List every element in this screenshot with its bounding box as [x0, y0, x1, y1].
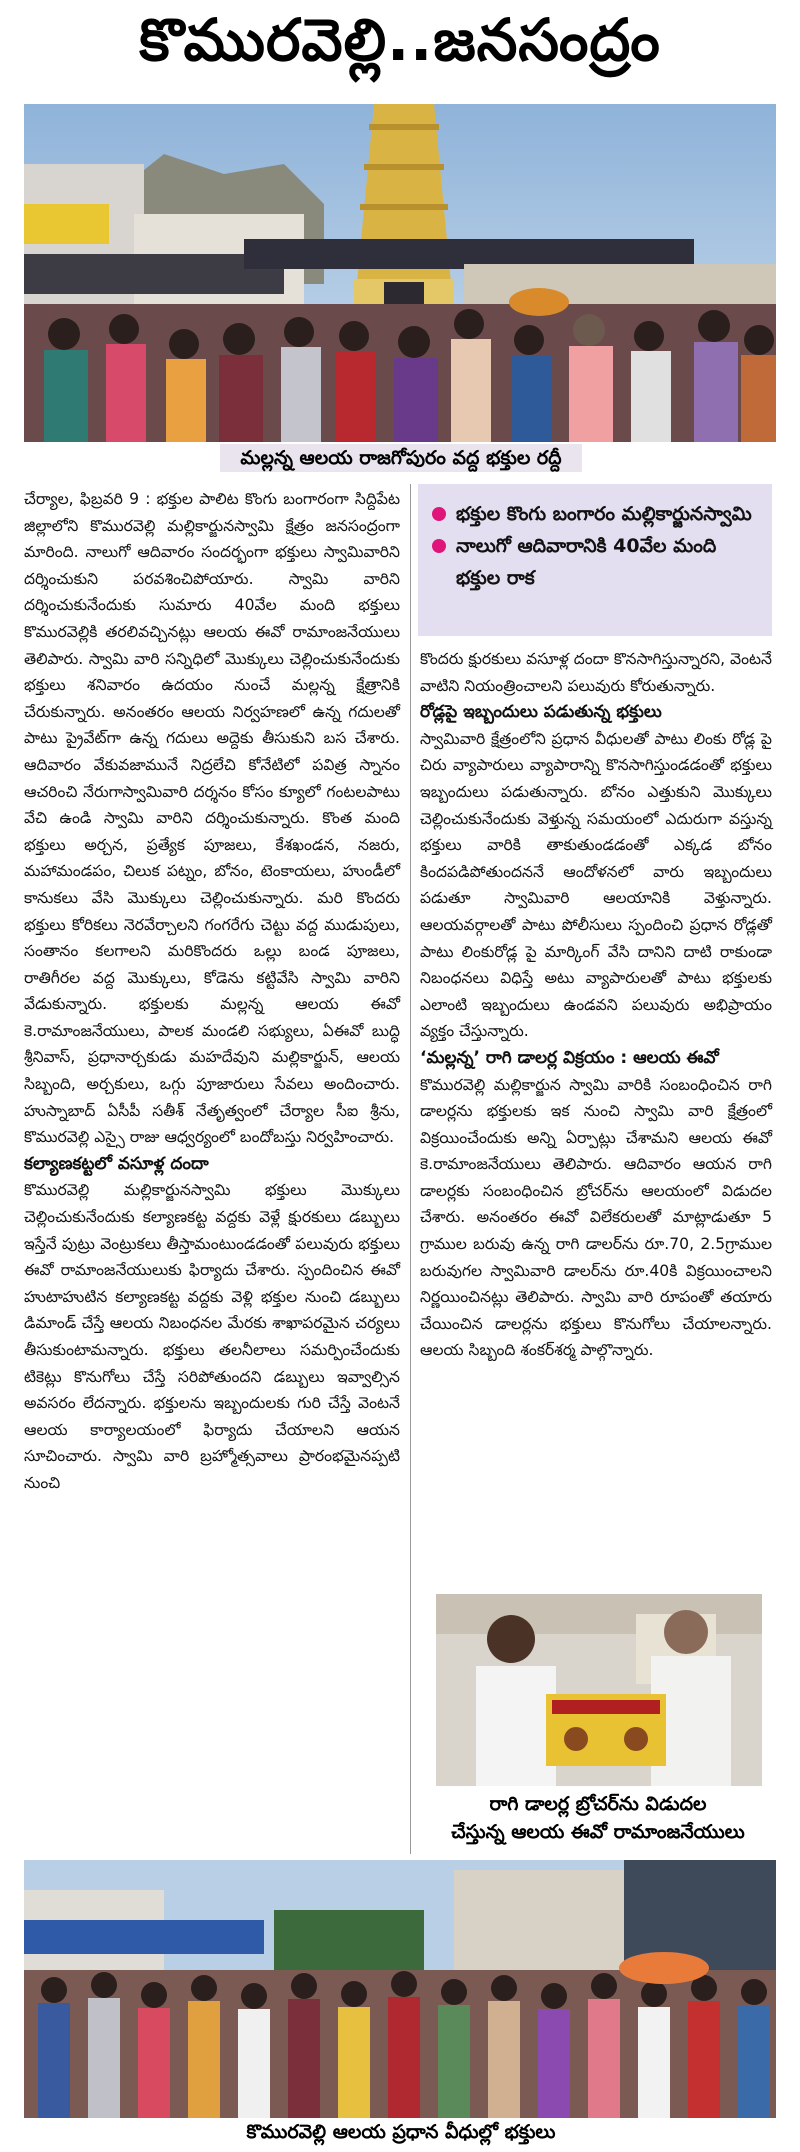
- article-paragraph: చేర్యాల, ఫిబ్రవరి 9 : భక్తుల పాలిట కొంగు బంగారంగా సిద్దిపేట జిల్లాలోని కొమురవెల్లి మల్లికార్జునస్వామి క్షేత్రం జనసంద్రంగా మారింది. నాలుగో ఆదివారం సందర్భంగా భక్తులు స్వామివారిని దర్శించుకుని పరవశించిపోయారు. స్వామి వారిని దర్శించుకునేందుకు సుమారు 40వేల మంది భక్తులు కొమురవెల్లికి తరలివచ్చినట్లు ఆలయ ఈవో రామాంజనేయులు తెలిపారు. స్వామి వారి సన్నిధిలో మొక్కులు చెల్లించుకునేందుకు భక్తులు శనివారం ఉదయం నుంచే మల్లన్న క్షేత్రానికి చేరుకున్నారు. అనంతరం ఆలయ నిర్వహణలో ఉన్న గదులతో పాటు ప్రైవేట్‌గా ఉన్న గదులు అద్దెకు తీసుకుని బస చేశారు. ఆదివారం వేకువజామునే నిద్రలేచి కోనేటిలో పవిత్ర స్నానం ఆచరించి నేరుగాస్వామివారి దర్శనం కోసం క్యూలో గంటలపాటు వేచి ఉండి స్వామి వారిని దర్శించుకున్నారు. కొంత మంది భక్తులు అర్చన, ప్రత్యేక పూజలు, కేశఖండన, నజరు, మహామండపం, చిలుక పట్నం, బోనం, టెంకాయలు, హుండీలో కానుకలు వేసి మొక్కులు చెల్లించుకున్నారు. మరి కొందరు భక్తులు కోరికలు నెరవేర్చాలని గంగరేగు చెట్టు వద్ద ముడుపులు, సంతానం కలగాలని మరికొందరు ఒల్లు బండ పూజలు, రాతిగీరల వద్ద మొక్కులు, కోడెను కట్టివేసి స్వామి వారిని వేడుకున్నారు. భక్తులకు మల్లన్న ఆలయ ఈవో కె.రామాంజనేయులు, పాలక మండలి సభ్యులు, ఏఈవో బుద్ధి శ్రీనివాస్, ప్రధానార్చకుడు మహదేవుని మల్లికార్జున్, ఆలయ సిబ్బంది, అర్చకులు, ఒగ్గు పూజారులు సేవలు అందించారు. హుస్నాబాద్ ఏసీపీ సతీశ్ నేతృత్వంలో చేర్యాల సీఐ శ్రీను, కొమురవెల్లి ఎస్సై రాజు ఆధ్వర్యంలో బందోబస్తు నిర్వహించారు.: [24, 490, 400, 1147]
- photo1-caption: మల్లన్న ఆలయ రాజగోపురం వద్ద భక్తుల రద్దీ: [220, 444, 582, 472]
- temple-streets-crowd-photo: [24, 1860, 776, 2118]
- photo2-caption-line: చేస్తున్న ఆలయ ఈవో రామాంజనేయులు: [451, 1821, 745, 1843]
- article-column-left: [24, 486, 400, 1497]
- article-paragraph: స్వామివారి క్షేత్రంలోని ప్రధాన వీధులతో పాటు లింకు రోడ్ల పై చిరు వ్యాపారులు వ్యాపారాన్ని కొనసాగిస్తుండడంతో భక్తులు ఇబ్బందులు పడుతున్నారు. బోనం ఎత్తుకుని మొక్కులు చెల్లించుకునేందుకు వెళ్తున్న సమయంలో ఎదురుగా వస్తున్న భక్తులు వారికి తాకుతుండడంతో ఎక్కడ బోనం కిందపడిపోతుందననే ఆందోళనలో వారు ఇబ్బందులు పడుతూ స్వామివారి ఆలయానికి వెళ్తున్నారు. ఆలయవర్గాలతో పాటు పోలీసులు స్పందించి ప్రధాన రోడ్లతో పాటు లింకురోడ్ల పై మార్కింగ్ వేసి దానిని దాటి రాకుండా నిబంధనలు విధిస్తే అటు వ్యాపారులతో పాటు భక్తులకు ఎలాంటి ఇబ్బందులు ఉండవని పలువురు అభిప్రాయం వ్యక్తం చేస్తున్నారు.: [420, 729, 772, 1041]
- subheading-dollars: ‘మల్లన్న’ రాగి డాలర్ల విక్రయం : ఆలయ ఈవో: [420, 1047, 719, 1068]
- article-column-right: [420, 646, 772, 1364]
- article-paragraph: కొమురవెల్లి మల్లికార్జున స్వామి వారికి సంబంధించిన రాగి డాలర్లను భక్తులకు ఇక నుంచి స్వామి వారి క్షేత్రంలో విక్రయించేందుకు అన్ని ఏర్పాట్లు చేశామని ఆలయ ఈవో కె.రామాంజనేయులు తెలిపారు. ఆదివారం ఆయన రాగి డాలర్లకు సంబంధించిన బ్రోచర్‌ను ఆలయంలో విడుదల చేశారు. అనంతరం ఈవో విలేకరులతో మాట్లాడుతూ 5 గ్రాముల బరువు ఉన్న రాగి డాలర్‌ను రూ.70, 2.5గ్రాముల బరువుగల స్వామివారి డాలర్‌ను రూ.40కి విక్రయించాలని నిర్ణయించినట్లు తెలిపారు. స్వామి వారి రూపంతో తయారు చేయించిన డాలర్లను భక్తులు కొనుగోలు చేయాలన్నారు. ఆలయ సిబ్బంది శంకర్‌శర్మ పాల్గొన్నారు.: [420, 1075, 772, 1360]
- highlight-box: [418, 484, 772, 636]
- photo3-caption: కొమురవెల్లి ఆలయ ప్రధాన వీధుల్లో భక్తులు: [246, 2121, 556, 2143]
- column-divider: [410, 484, 411, 1854]
- highlight-item: నాలుగో ఆదివారానికి 40వేల మంది భక్తుల రాక: [430, 530, 760, 594]
- article-paragraph: కొమురవెల్లి మల్లికార్జునస్వామి భక్తులు మొక్కులు చెల్లించుకునేందుకు కల్యాణకట్ట వద్దకు వెళ్లే క్షురకులు డబ్బులు ఇస్తేనే పుట్రు వెంట్రుకలు తీస్తామంటుండడంతో పలువురు భక్తులు ఈవో రామాంజనేయులుకు ఫిర్యాదు చేశారు. స్పందించిన ఈవో హుటాహుటిన కల్యాణకట్ట వద్దకు వెళ్లి భక్తుల నుంచి డబ్బులు డిమాండ్ చేస్తే ఆలయ నిబంధనల మేరకు శాఖాపరమైన చర్యలు తీసుకుంటామన్నారు. భక్తులు తలనీలాలు సమర్పించేందుకు టికెట్లు కొనుగోలు చేస్తే సరిపోతుందని డబ్బులు ఇవ్వాల్సిన అవసరం లేదన్నారు. భక్తులను ఇబ్బందులకు గురి చేస్తే వెంటనే ఆలయ కార్యాలయంలో ఫిర్యాదు చేయాలని ఆయన సూచించారు. స్వామి వారి బ్రహ్మోత్సవాలు ప్రారంభమైనప్పటి నుంచి: [24, 1181, 400, 1492]
- temple-gopuram-photo: [24, 104, 776, 442]
- headline: కొమురవెల్లి..జనసంద్రం: [139, 6, 661, 74]
- highlight-item: భక్తుల కొంగు బంగారం మల్లికార్జునస్వామి: [430, 498, 760, 530]
- photo2-caption: [420, 1790, 776, 1846]
- photo2-caption-line: రాగి డాలర్ల బ్రోచర్‌ను విడుదల: [489, 1793, 707, 1815]
- subheading-roads: రోడ్లపై ఇబ్బందులు పడుతున్న భక్తులు: [420, 702, 662, 723]
- brochure-release-photo: [436, 1594, 762, 1786]
- subheading-kalyanakatta: కల్యాణకట్టలో వసూళ్ల దందా: [24, 1153, 209, 1174]
- article-paragraph: కొందరు క్షురకులు వసూళ్ల దందా కొనసాగిస్తున్నారని, వెంటనే వాటిని నియంత్రించాలని పలువురు కోరుతున్నారు.: [420, 650, 772, 695]
